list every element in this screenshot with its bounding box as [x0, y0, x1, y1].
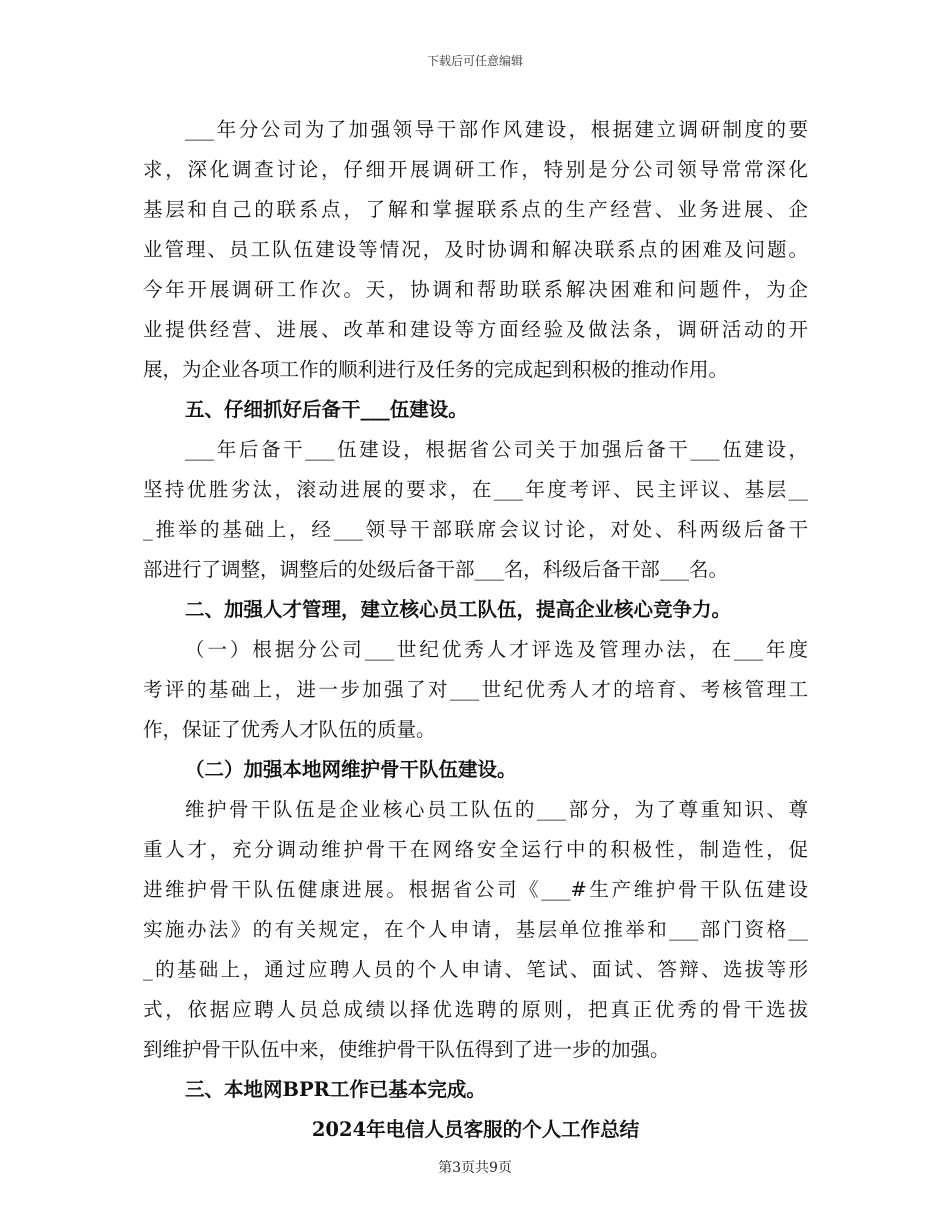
- body-line: 业管理、员工队伍建设等情况，及时协调和解决联系点的困难及问题。: [143, 238, 808, 261]
- body-line: 展，为企业各项工作的顺利进行及任务的完成起到积极的推动作用。: [143, 358, 729, 381]
- body-line: 到维护骨干队伍中来，使维护骨干队伍得到了进一步的加强。: [143, 1038, 670, 1061]
- section-heading: 三、本地网BPR工作已基本完成。: [185, 1078, 486, 1101]
- body-line: 坚持优胜劣汰，滚动进展的要求，在___年度考评、民主评议、基层__: [143, 478, 808, 501]
- body-line: 基层和自己的联系点，了解和掌握联系点的生产经营、业务进展、企: [143, 198, 808, 221]
- body-line: _推举的基础上，经___领导干部联席会议讨论，对处、科两级后备干: [143, 518, 808, 541]
- body-line: 进维护骨干队伍健康进展。根据省公司《___#生产维护骨干队伍建设: [143, 878, 808, 901]
- body-line: 重人才，充分调动维护骨干在网络安全运行中的积极性，制造性，促: [143, 838, 808, 861]
- page-header: 下载后可任意编辑: [426, 54, 523, 68]
- page-number: 第3页共9页: [438, 1160, 512, 1176]
- body-line: _的基础上，通过应聘人员的个人申请、笔试、面试、答辩、选拔等形: [143, 958, 808, 981]
- body-line: 今年开展调研工作次。天，协调和帮助联系解决困难和问题件，为企: [143, 278, 808, 301]
- body-line: ___年分公司为了加强领导干部作风建设，根据建立调研制度的要: [185, 118, 808, 141]
- body-line: 维护骨干队伍是企业核心员工队伍的___部分，为了尊重知识、尊: [185, 798, 808, 821]
- section-heading: 五、仔细抓好后备干___伍建设。: [185, 398, 468, 421]
- subsection-heading: （二）加强本地网维护骨干队伍建设。: [185, 758, 517, 781]
- body-line: 考评的基础上，进一步加强了对___世纪优秀人才的培育、考核管理工: [143, 678, 808, 701]
- body-line: 求，深化调查讨论，仔细开展调研工作，特别是分公司领导常常深化: [143, 158, 808, 181]
- document-title: 2024年电信人员客服的个人工作总结: [311, 1118, 640, 1141]
- body-line: 式，依据应聘人员总成绩以择优选聘的原则，把真正优秀的骨干选拔: [143, 998, 808, 1021]
- body-line: （一）根据分公司___世纪优秀人才评选及管理办法，在___年度: [185, 638, 808, 661]
- body-line: 实施办法》的有关规定，在个人申请，基层单位推举和___部门资格__: [143, 918, 808, 941]
- body-line: ___年后备干___伍建设，根据省公司关于加强后备干___伍建设，: [185, 438, 808, 461]
- document-body: [143, 110, 808, 1150]
- section-heading: 二、加强人才管理，建立核心员工队伍，提高企业核心竞争力。: [185, 598, 732, 621]
- body-line: 业提供经营、进展、改革和建设等方面经验及做法条，调研活动的开: [143, 318, 808, 341]
- body-line: 作，保证了优秀人才队伍的质量。: [143, 718, 436, 741]
- body-line: 部进行了调整，调整后的处级后备干部___名，科级后备干部___名。: [143, 558, 729, 581]
